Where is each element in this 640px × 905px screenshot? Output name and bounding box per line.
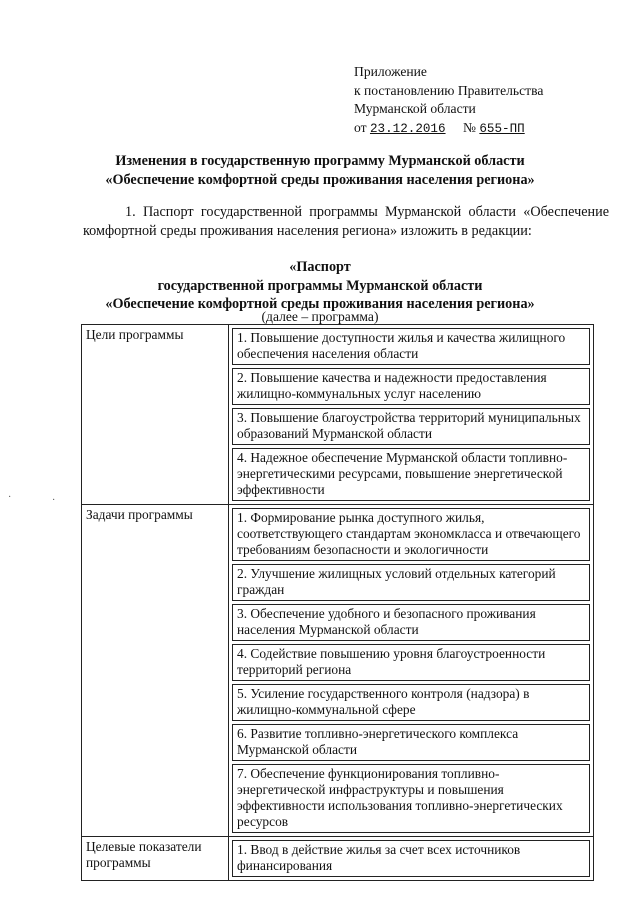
paragraph-number: 1. <box>125 204 136 220</box>
appendix-title: Приложение <box>354 64 427 79</box>
passport-heading <box>0 258 640 314</box>
margin-mark: · <box>8 492 12 503</box>
appendix-line-decree: к постановлению Правительства <box>354 82 544 98</box>
tasks-cell <box>229 505 594 837</box>
margin-mark: · <box>52 495 56 506</box>
number-prefix: № <box>462 119 476 135</box>
title-line-2: «Обеспечение комфортной среды проживания населения региона» <box>105 171 535 188</box>
paragraph-text: Паспорт государственной программы Мурманской области «Обеспечение комфортной среды проживания населения региона» изложить в редакции: <box>83 204 609 239</box>
table-row-goals <box>82 325 594 505</box>
passport-line-3: «Обеспечение комфортной среды проживания населения региона» <box>105 296 535 312</box>
decree-date: 23.12.2016 <box>369 121 446 136</box>
task-item: 3. Обеспечение удобного и безопасного проживания населения Мурманской области <box>232 604 590 641</box>
table-row-tasks <box>82 505 594 837</box>
goals-cell <box>229 325 594 505</box>
task-item: 4. Содействие повышению уровня благоустроенности территорий региона <box>232 644 590 681</box>
indicators-cell <box>229 837 594 881</box>
passport-note: (далее – программа) <box>261 309 379 324</box>
task-item: 5. Усиление государственного контроля (надзора) в жилищно-коммунальной сфере <box>232 684 590 721</box>
passport-line-1: «Паспорт <box>289 259 351 275</box>
goal-item: 3. Повышение благоустройства территорий муниципальных образований Мурманской области <box>232 408 590 445</box>
passport-line-2: государственной программы Мурманской области <box>157 277 483 294</box>
indicators-label: Целевые показатели программы <box>82 837 229 881</box>
decree-number: 655-ПП <box>479 121 525 136</box>
date-prefix: от <box>354 119 367 135</box>
indicator-item: 1. Ввод в действие жилья за счет всех источников финансирования <box>232 840 590 877</box>
goal-item: 1. Повышение доступности жилья и качества жилищного обеспечения населения области <box>232 328 590 365</box>
goal-item: 2. Повышение качества и надежности предоставления жилищно-коммунальных услуг населению <box>232 368 590 405</box>
task-item: 7. Обеспечение функционирования топливно-энергетической инфраструктуры и повышения эффективности использования топливно-энергетических ресурсов <box>232 764 590 833</box>
title-line-1: Изменения в государственную программу Мурманской области <box>115 153 525 169</box>
goal-item: 4. Надежное обеспечение Мурманской области топливно-энергетическими ресурсами, повышение энергетической эффективности <box>232 448 590 501</box>
amendment-paragraph <box>83 203 609 240</box>
appendix-block <box>354 63 543 138</box>
task-item: 2. Улучшение жилищных условий отдельных категорий граждан <box>232 564 590 601</box>
appendix-line-region: Мурманской области <box>354 101 476 116</box>
goals-label: Цели программы <box>82 325 229 505</box>
document-title <box>0 152 640 189</box>
passport-table <box>81 324 594 881</box>
tasks-label: Задачи программы <box>82 505 229 837</box>
task-item: 6. Развитие топливно-энергетического комплекса Мурманской области <box>232 724 590 761</box>
table-row-indicators <box>82 837 594 881</box>
task-item: 1. Формирование рынка доступного жилья, соответствующего стандартам экономкласса и отвечающего требованиям безопасности и экологичности <box>232 508 590 561</box>
appendix-date-line <box>354 119 543 139</box>
